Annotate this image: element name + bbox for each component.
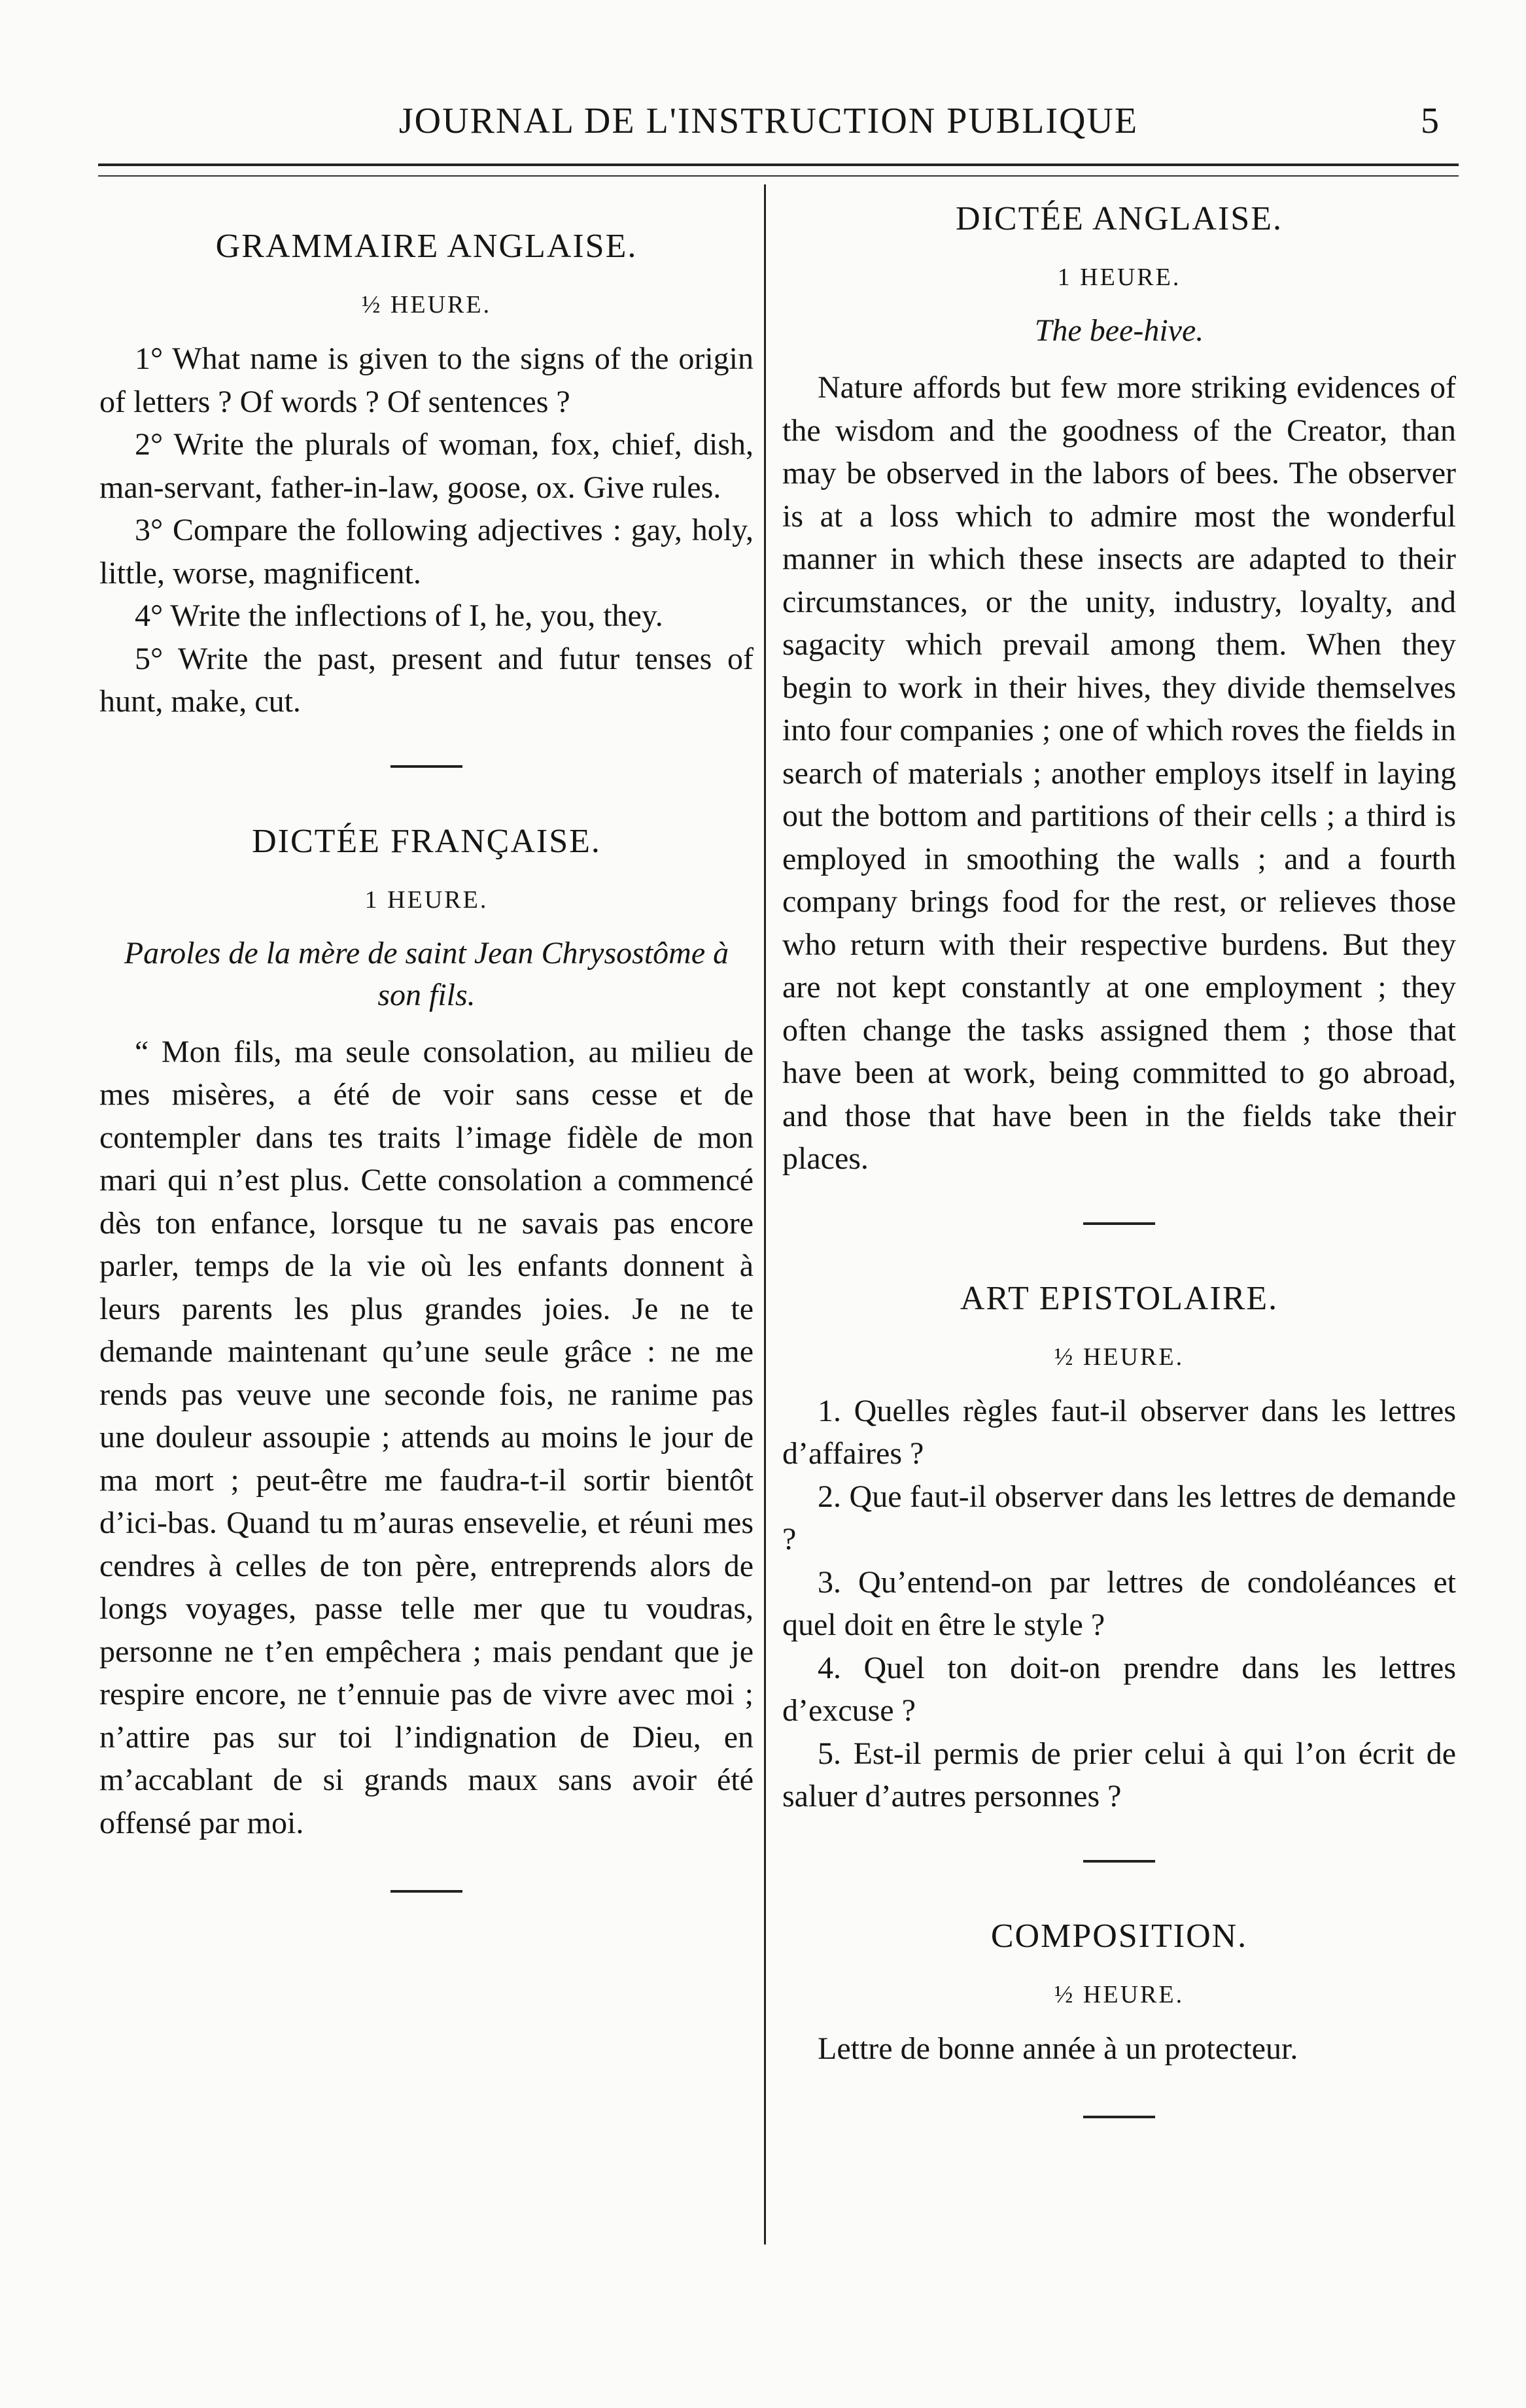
section-dictee-anglaise — [782, 196, 1456, 1180]
dictation-subtitle: Paroles de la mère de saint Jean Chrysostôme à son fils. — [124, 935, 729, 1012]
section-separator — [1083, 2116, 1155, 2118]
section-title: DICTÉE ANGLAISE. — [956, 200, 1283, 237]
section-separator — [1083, 1222, 1155, 1225]
header-rule-thin — [98, 175, 1459, 177]
section-title: GRAMMAIRE ANGLAISE. — [215, 228, 638, 265]
question-item: 4° Write the inflections of I, he, you, they. — [135, 598, 663, 633]
section-separator — [390, 1890, 462, 1893]
section-duration: ½ HEURE. — [361, 291, 492, 318]
question-item: 2. Que faut-il observer dans les lettres de demande ? — [782, 1479, 1456, 1557]
column-divider — [764, 184, 766, 2245]
section-composition — [782, 1914, 1456, 2071]
section-separator — [390, 765, 462, 768]
running-head — [98, 92, 1439, 150]
question-item: 5° Write the past, present and futur tenses of hunt, make, cut. — [99, 641, 754, 719]
question-item: 2° Write the plurals of woman, fox, chief, dish, man-servant, father-in-law, goose, ox. Give rules. — [99, 427, 754, 505]
section-duration: 1 HEURE. — [1057, 264, 1181, 291]
journal-title: JOURNAL DE L'INSTRUCTION PUBLIQUE — [398, 101, 1139, 141]
dictation-text: Nature affords but few more striking evidences of the wisdom and the goodness of the Creator, than may be observed in the labors of bees. The observer is at a loss which to admire most the wonderful manner in which these insects are adapted to their circumstances, or the unity, industry, loyalty, and sagacity which prevail among them. When they begin to work in their hives, they divide themselves into four companies ; one of which roves the fields in search of materials ; another employs itself in laying out the bottom and partitions of their cells ; a third is employed in smoothing the walls ; and a fourth company brings food for the rest, or relieves those who return with their respective burdens. But they are not kept constantly at one employment ; they often change the tasks assigned them ; those that have been at work, being committed to go abroad, and those that have been in the fields take their places. — [782, 370, 1456, 1176]
section-separator — [1083, 1860, 1155, 1863]
composition-text: Lettre de bonne année à un protecteur. — [818, 2031, 1298, 2066]
section-duration: ½ HEURE. — [1054, 1343, 1185, 1371]
section-title: DICTÉE FRANÇAISE. — [252, 822, 601, 860]
section-title: COMPOSITION. — [990, 1917, 1248, 1955]
question-item: 1. Quelles règles faut-il observer dans les lettres d’affaires ? — [782, 1393, 1456, 1471]
right-column — [782, 196, 1456, 2169]
section-grammaire-anglaise — [99, 224, 754, 723]
section-art-epistolaire — [782, 1276, 1456, 1818]
header-rule-thick — [98, 163, 1459, 166]
dictation-text: “ Mon fils, ma seule consolation, au milieu de mes misères, a été de voir sans cesse et de contempler dans tes traits l’image fidèle de mon mari qui n’est plus. Cette consolation a commencé dès ton enfance, lorsque tu ne savais pas encore parler, temps de la vie où les enfants donnent à leurs parents les plus grandes joies. Je ne te demande maintenant qu’une seule grâce : ne me rends pas veuve une seconde fois, ne ranime pas une douleur assoupie ; attends au moins le jour de ma mort ; peut-être me faudra-t-il sortir bientôt d’ici-bas. Quand tu m’auras ensevelie, et réuni mes cendres à celles de ton père, entreprends alors de longs voyages, passe telle mer que tu voudras, personne ne t’en empêchera ; mais pendant que je respire encore, ne t’ennuie pas de vivre avec moi ; n’attire pas sur toi l’indignation de Dieu, en m’accablant de si grands maux sans avoir été offensé par moi. — [99, 1034, 754, 1840]
left-column — [99, 196, 754, 1944]
question-item: 5. Est-il permis de prier celui à qui l’on écrit de saluer d’autres personnes ? — [782, 1736, 1456, 1814]
question-item: 3. Qu’entend-on par lettres de condoléances et quel doit en être le style ? — [782, 1564, 1456, 1642]
dictation-subtitle: The bee-hive. — [1034, 313, 1204, 348]
question-item: 3° Compare the following adjectives : gay, holy, little, worse, magnificent. — [99, 513, 754, 591]
section-duration: 1 HEURE. — [364, 886, 489, 914]
section-dictee-francaise — [99, 819, 754, 1845]
question-item: 1° What name is given to the signs of the origin of letters ? Of words ? Of sentences ? — [99, 341, 754, 419]
page-number: 5 — [1421, 101, 1439, 141]
section-title: ART EPISTOLAIRE. — [960, 1279, 1279, 1317]
question-item: 4. Quel ton doit-on prendre dans les lettres d’excuse ? — [782, 1650, 1456, 1728]
section-duration: ½ HEURE. — [1054, 1980, 1185, 2008]
